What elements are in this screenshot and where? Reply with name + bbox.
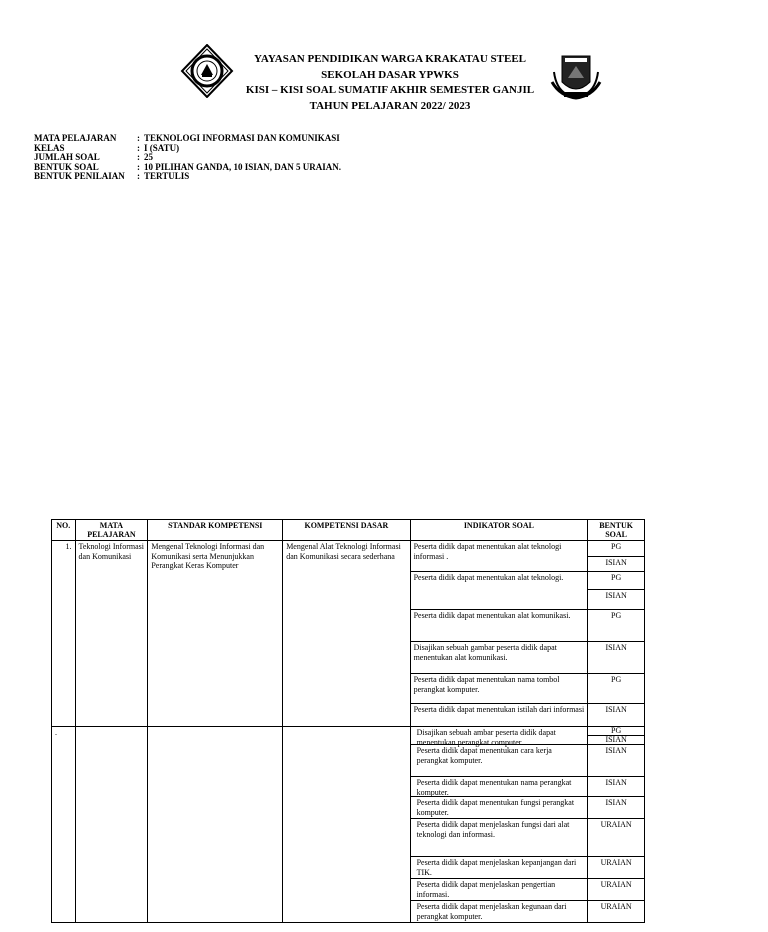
bentuk-item: PG [588, 572, 644, 590]
meta-separator: : [137, 142, 140, 153]
table-row [52, 727, 645, 923]
bentuk-item: URAIAN [600, 902, 632, 912]
header-standar-kompetensi: STANDAR KOMPETENSI [148, 520, 283, 541]
meta-value: 25 [144, 152, 153, 163]
meta-value: TERTULIS [144, 171, 190, 182]
bentuk-item: PG [588, 674, 644, 704]
meta-separator: : [137, 133, 140, 143]
bentuk-item: ISIAN [588, 642, 644, 674]
meta-label: JUMLAH SOAL [34, 152, 100, 163]
bentuk-item: URAIAN [588, 819, 644, 857]
indikator-item: Peserta didik dapat menentukan fungsi perangkat komputer. [411, 797, 588, 819]
table-header-row [52, 520, 645, 541]
header-kompetensi-dasar: KOMPETENSI DASAR [283, 520, 410, 541]
bentuk-item: URAIAN [588, 879, 644, 901]
meta-label: MATA PELAJARAN [34, 133, 117, 143]
header-line-4: TAHUN PELAJARAN 2022/ 2023 [309, 99, 471, 112]
indikator-item: Peserta didik dapat menentukan nama tombol perangkat komputer. [411, 674, 588, 704]
header-mata-pelajaran: MATA PELAJARAN [75, 520, 148, 541]
row-kompetensi-dasar: Mengenal Alat Teknologi Informasi dan Komunikasi secara sederhana [283, 541, 410, 727]
bentuk-item: PG [588, 610, 644, 642]
header-indikator-soal: INDIKATOR SOAL [410, 520, 588, 541]
bentuk-item: ISIAN [588, 797, 644, 819]
row-kompetensi-dasar [283, 727, 410, 923]
indikator-item: Peserta didik dapat menjelaskan kegunaan dari perangkat komputer. [416, 902, 567, 921]
indikator-item: Peserta didik dapat menentukan nama perangkat komputer. [411, 777, 588, 797]
header-no: NO. [52, 520, 76, 541]
meta-value: TEKNOLOGI INFORMASI DAN KOMUNIKASI [144, 133, 340, 143]
row-no: . [52, 727, 76, 923]
row-bentuk-cell [588, 727, 645, 923]
header-line-2: SEKOLAH DASAR YPWKS [321, 68, 459, 81]
meta-value: I (SATU) [144, 142, 180, 153]
indikator-item: Peserta didik dapat menentukan alat teknologi. [411, 572, 588, 610]
bentuk-item: ISIAN [605, 705, 627, 715]
document-header [240, 52, 540, 114]
bentuk-item: PG [588, 541, 644, 557]
indikator-item: Peserta didik dapat menjelaskan fungsi dari alat teknologi dan informasi. [411, 819, 588, 857]
row-indikator-cell [410, 541, 588, 727]
indikator-item: Peserta didik dapat menjelaskan pengertian informasi. [411, 879, 588, 901]
meta-label: BENTUK SOAL [34, 161, 99, 172]
indikator-item: Disajikan sebuah ambar peserta didik dapat menentukan perangkat computer. [411, 727, 588, 745]
meta-row-mata-pelajaran [34, 134, 341, 144]
row-no: 1. [52, 541, 76, 727]
indikator-item: Peserta didik dapat menentukan cara kerja perangkat komputer. [411, 745, 588, 777]
header-line-3: KISI – KISI SOAL SUMATIF AKHIR SEMESTER GANJIL [245, 84, 535, 96]
row-standar-kompetensi: Mengenal Teknologi Informasi dan Komunikasi serta Menunjukkan Perangkat Keras Komputer [148, 541, 283, 727]
kisi-kisi-table [51, 519, 645, 923]
bentuk-item: ISIAN [588, 590, 644, 610]
indikator-item: Peserta didik dapat menentukan alat komunikasi. [411, 610, 588, 642]
meta-label: BENTUK PENILAIAN [34, 171, 125, 182]
meta-separator: : [137, 161, 140, 172]
indikator-item: Peserta didik dapat menentukan istilah dari informasi [413, 705, 585, 715]
meta-label: KELAS [34, 142, 65, 153]
table-row [52, 541, 645, 727]
bentuk-item: ISIAN [588, 736, 644, 745]
row-mata-pelajaran [75, 727, 148, 923]
city-emblem-logo [550, 52, 602, 102]
meta-row-bentuk-penilaian [34, 172, 341, 182]
indikator-item: Peserta didik dapat menjelaskan kepanjangan dari TIK. [411, 857, 588, 879]
ypwks-logo [180, 44, 234, 98]
meta-value: 10 PILIHAN GANDA, 10 ISIAN, DAN 5 URAIAN. [144, 161, 342, 172]
bentuk-item: ISIAN [588, 557, 644, 572]
header-bentuk-soal: BENTUK SOAL [588, 520, 645, 541]
bentuk-item: ISIAN [588, 777, 644, 797]
row-bentuk-cell [588, 541, 645, 727]
bentuk-item: PG [588, 727, 644, 736]
bentuk-item: ISIAN [588, 745, 644, 777]
indikator-item: Peserta didik dapat menentukan alat teknologi informasi . [411, 541, 588, 572]
row-mata-pelajaran: Teknologi Informasi dan Komunikasi [75, 541, 148, 727]
meta-separator: : [137, 171, 140, 182]
header-line-1: YAYASAN PENDIDIKAN WARGA KRAKATAU STEEL [253, 53, 526, 65]
document-meta [34, 134, 341, 182]
row-indikator-cell [410, 727, 588, 923]
kisi-kisi-table-wrapper [51, 519, 645, 923]
bentuk-item: URAIAN [588, 857, 644, 879]
row-standar-kompetensi [148, 727, 283, 923]
meta-separator: : [137, 152, 140, 163]
indikator-item: Disajikan sebuah gambar peserta didik dapat menentukan alat komunikasi. [411, 642, 588, 674]
